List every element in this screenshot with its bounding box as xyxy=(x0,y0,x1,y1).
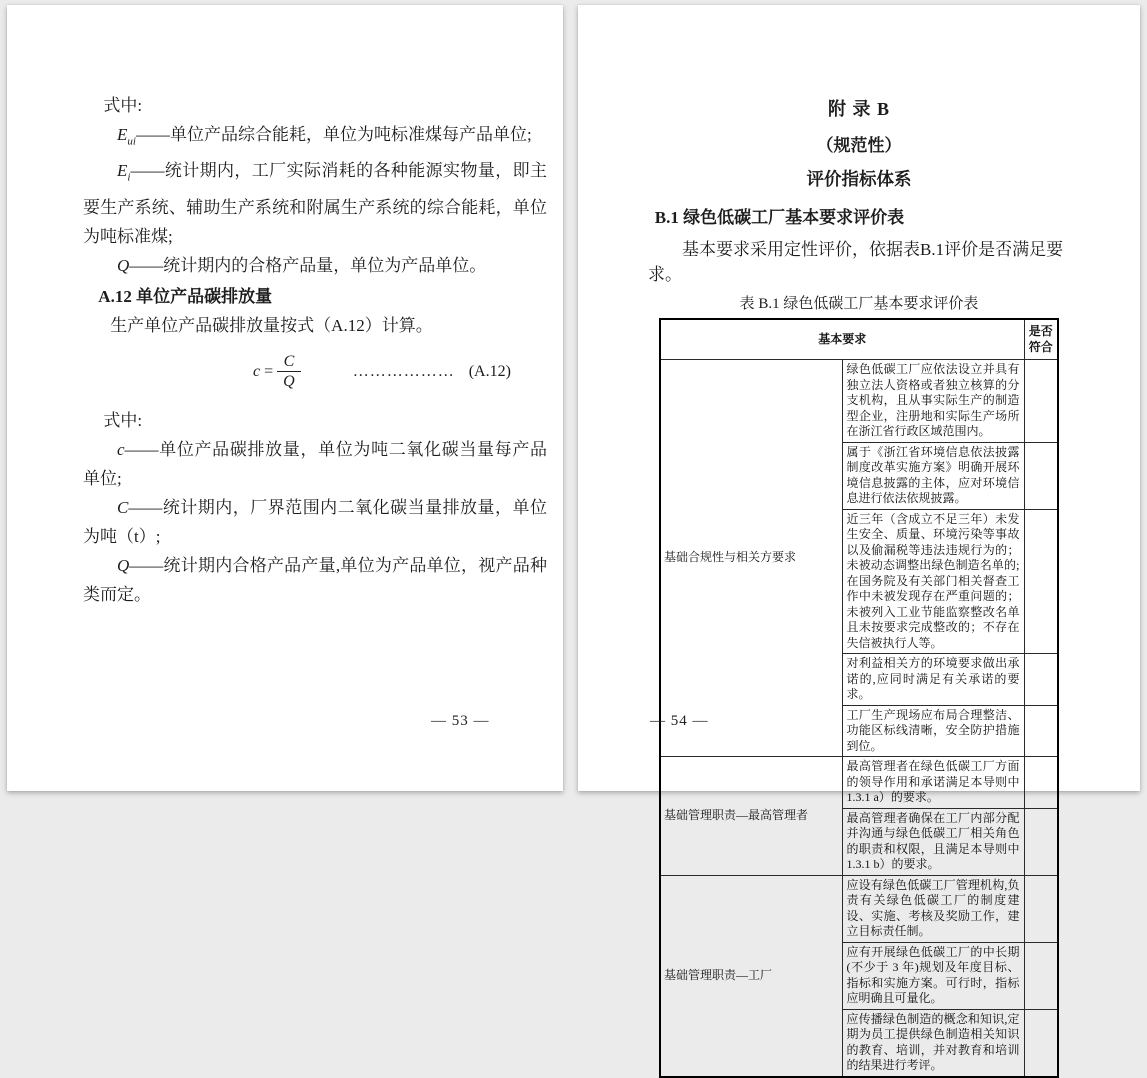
requirement-cell: 应设有绿色低碳工厂管理机构,负责有关绿色低碳工厂的制度建设、实施、考核及奖励工作，建立目标责任制。 xyxy=(842,875,1024,942)
section-heading-a12: A.12 单位产品碳排放量 xyxy=(98,286,273,306)
requirement-cell: 最高管理者在绿色低碳工厂方面的领导作用和承诺满足本导则中 1.3.1 a）的要求。 xyxy=(842,757,1024,809)
symbol-e: E xyxy=(117,125,128,144)
symbol-q: Q xyxy=(117,255,130,275)
compliance-cell xyxy=(1024,757,1058,809)
compliance-cell xyxy=(1024,442,1058,509)
table-header-row xyxy=(660,319,1058,360)
symbol-e-subscript: i xyxy=(127,171,131,184)
page-number-54: — 54 — xyxy=(650,713,709,729)
symbol-q: Q xyxy=(117,555,130,575)
table-row xyxy=(660,757,1058,809)
definition-ei xyxy=(83,156,547,250)
header-basic-requirements: 基本要求 xyxy=(660,319,1024,360)
compliance-cell xyxy=(1024,875,1058,942)
page-number-53: — 53 — xyxy=(431,713,490,729)
evaluation-table-b1 xyxy=(659,318,1059,1078)
formula-numerator: C xyxy=(277,353,301,373)
header-compliance: 是否符合 xyxy=(1024,319,1058,360)
compliance-cell xyxy=(1024,509,1058,654)
requirement-cell: 应传播绿色制造的概念和知识,定期为员工提供绿色制造相关知识的教育、培训，并对教育和培训的结果进行考评。 xyxy=(842,1009,1024,1077)
requirement-cell: 近三年（含成立不足三年）未发生安全、质量、环境污染等事故以及偷漏税等违法违规行为的；未被动态调整出绿色制造名单的;在国务院及有关部门相关督查工作中未被发现存在严重问题的；未被列入工业节能监察整改名单且未按要求完成整改的；不存在失信被执行人等。 xyxy=(842,509,1024,654)
definition-c-upper xyxy=(83,493,547,551)
symbol-c-upper: C xyxy=(117,497,129,517)
where-label: 式中: xyxy=(103,410,143,430)
appendix-type: （规范性） xyxy=(816,136,902,155)
page-53-content xyxy=(7,5,563,609)
appendix-title: 评价指标体系 xyxy=(806,169,912,189)
definition-text: ——统计期内，工厂实际消耗的各种能源实物量，即主要生产系统、辅助生产系统和附属生产系统的综合能耗，单位为吨标准煤; xyxy=(83,161,547,246)
compliance-cell xyxy=(1024,360,1058,443)
group-label-compliance: 基础合规性与相关方要求 xyxy=(660,360,842,757)
definition-q xyxy=(83,551,547,609)
definition-q xyxy=(83,251,547,280)
formula-number: (A.12) xyxy=(468,362,511,380)
symbol-e: E xyxy=(117,161,128,181)
compliance-cell xyxy=(1024,654,1058,706)
table-row xyxy=(660,875,1058,942)
page-54 xyxy=(578,5,1140,1072)
definition-eui xyxy=(83,120,547,156)
formula-fraction xyxy=(277,353,301,391)
compliance-cell xyxy=(1024,1009,1058,1077)
definition-text: ——单位产品综合能耗，单位为吨标准煤每产品单位; xyxy=(135,125,532,144)
formula-equals: = xyxy=(264,362,274,380)
compliance-cell xyxy=(1024,705,1058,757)
formula-lhs: c xyxy=(253,362,261,380)
formula-denominator: Q xyxy=(283,373,295,391)
page-54-content xyxy=(578,5,1140,1078)
formula-a12 xyxy=(253,348,547,396)
formula-dots: ……………… xyxy=(352,362,455,380)
table-caption: 表 B.1 绿色低碳工厂基本要求评价表 xyxy=(739,296,979,312)
symbol-e-subscript: ui xyxy=(127,135,136,148)
requirement-cell: 绿色低碳工厂应依法设立并具有独立法人资格或者独立核算的分支机构，且从事实际生产的制造型企业，注册地和实际生产场所在浙江省行政区域范围内。 xyxy=(842,360,1024,443)
definition-text: ——统计期内的合格产品量，单位为产品单位。 xyxy=(129,255,487,275)
definition-text: ——统计期内，厂界范围内二氧化碳当量排放量，单位为吨（t）; xyxy=(83,497,547,546)
definition-c-lower xyxy=(83,435,547,493)
where-label: 式中: xyxy=(103,96,143,115)
definition-text: ——单位产品碳排放量，单位为吨二氧化碳当量每产品单位; xyxy=(83,439,547,488)
requirement-cell: 属于《浙江省环境信息依法披露制度改革实施方案》明确开展环境信息披露的主体，应对环境信息进行依法依规披露。 xyxy=(842,442,1024,509)
compliance-cell xyxy=(1024,942,1058,1009)
compliance-cell xyxy=(1024,808,1058,875)
page-53 xyxy=(7,5,563,791)
definition-text: ——统计期内合格产品产量,单位为产品单位，视产品种类而定。 xyxy=(83,555,547,604)
group-label-top-management: 基础管理职责—最高管理者 xyxy=(660,757,842,876)
appendix-label: 附 录 B xyxy=(827,99,890,119)
body-paragraph: 基本要求采用定性评价，依据表B.1评价是否满足要求。 xyxy=(648,240,1064,284)
symbol-c-lower: c xyxy=(117,439,125,459)
requirement-cell: 对利益相关方的环境要求做出承诺的,应同时满足有关承诺的要求。 xyxy=(842,654,1024,706)
body-paragraph: 生产单位产品碳排放量按式（A.12）计算。 xyxy=(110,315,433,335)
requirement-cell: 应有开展绿色低碳工厂的中长期(不少于 3 年)规划及年度目标、指标和实施方案。可行时，指标应明确且可量化。 xyxy=(842,942,1024,1009)
section-heading-b1: B.1 绿色低碳工厂基本要求评价表 xyxy=(654,208,905,227)
table-row xyxy=(660,360,1058,443)
requirement-cell: 工厂生产现场应布局合理整洁、功能区标线清晰，安全防护措施到位。 xyxy=(842,705,1024,757)
group-label-factory: 基础管理职责—工厂 xyxy=(660,875,842,1077)
requirement-cell: 最高管理者确保在工厂内部分配并沟通与绿色低碳工厂相关角色的职责和权限，且满足本导则中 1.3.1 b）的要求。 xyxy=(842,808,1024,875)
